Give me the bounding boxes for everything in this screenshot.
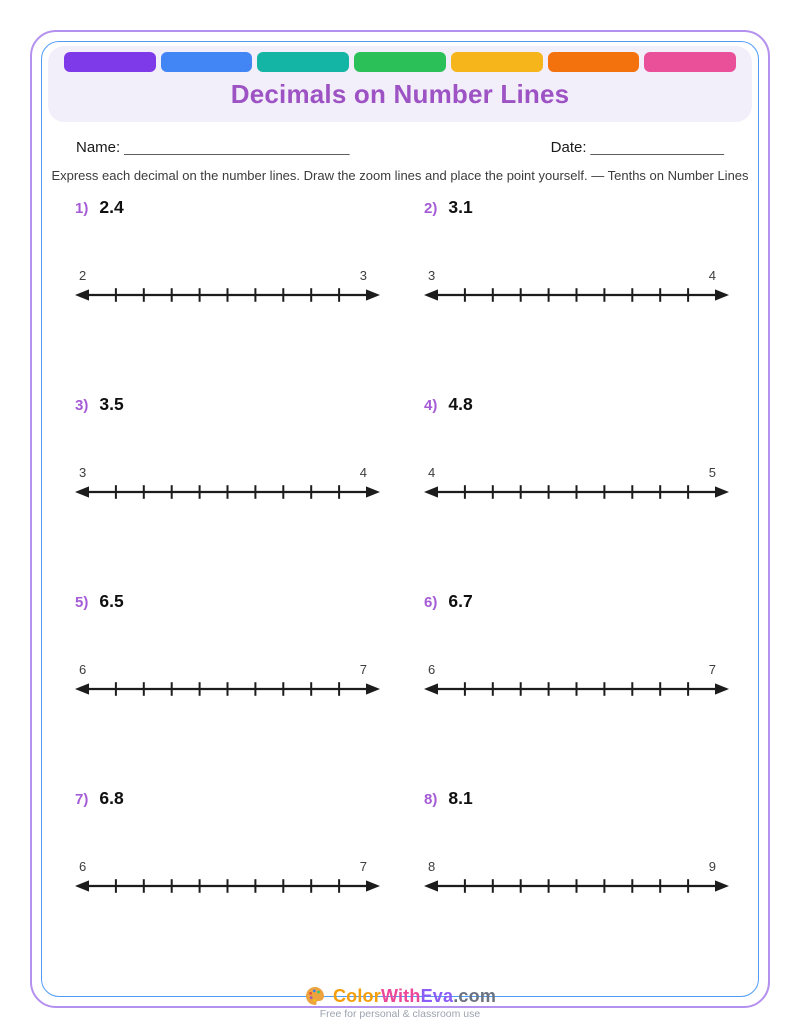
number-line-graphic [75,482,380,502]
problem-header [424,394,729,415]
number-line [424,662,729,699]
number-line-left-label: 4 [428,465,436,480]
problem-number: 7) [75,791,89,808]
color-swatch [257,52,349,72]
name-date-row [42,139,758,156]
problem-decimal-value: 3.1 [448,197,473,217]
left-arrow-icon [75,880,89,891]
color-swatch [161,52,253,72]
problem-number: 5) [75,594,89,611]
number-line-graphic [424,679,729,699]
problem-number: 6) [424,594,438,611]
right-arrow-icon [366,880,380,891]
problem-7 [75,788,380,985]
color-swatch [548,52,640,72]
right-arrow-icon [366,289,380,300]
problem-8 [424,788,729,985]
instructions-text: Express each decimal on the number lines. Draw the zoom lines and place the point yourself. — Tenths on Number Lines [51,168,749,183]
left-arrow-icon [424,880,438,891]
number-line [424,465,729,502]
name-label: Name: [76,139,121,156]
problem-2 [424,197,729,394]
number-line-right-label: 7 [359,662,367,677]
page-outer-border [30,30,770,1020]
number-line [75,859,380,896]
date-blank-line: ________________ [590,139,724,156]
left-arrow-icon [75,289,89,300]
number-line-left-label: 6 [79,662,87,677]
problem-header [75,788,380,809]
color-swatch [644,52,736,72]
problem-1 [75,197,380,394]
problem-decimal-value: 8.1 [448,788,473,808]
number-line [75,465,380,502]
number-line-graphic [75,876,380,896]
color-swatch [354,52,446,72]
right-arrow-icon [715,880,729,891]
left-arrow-icon [424,486,438,497]
number-line-graphic [75,679,380,699]
left-arrow-icon [75,486,89,497]
problem-number: 4) [424,397,438,414]
number-line-left-label: 3 [428,268,436,283]
problem-header [75,394,380,415]
problem-number: 1) [75,200,89,217]
color-swatch [451,52,543,72]
number-line-left-label: 2 [79,268,87,283]
number-line-graphic [424,482,729,502]
problem-decimal-value: 6.8 [99,788,124,808]
name-blank-line: ___________________________ [124,139,350,156]
problem-4 [424,394,729,591]
brand-name: ColorWithEva.com [332,985,497,1006]
right-arrow-icon [715,683,729,694]
number-line [424,859,729,896]
date-label: Date: [550,139,587,156]
problems-grid [42,197,758,985]
problem-header [424,197,729,218]
problem-decimal-value: 4.8 [448,394,473,414]
header-color-bar [64,52,736,72]
problem-header [424,591,729,612]
title-band [48,46,752,122]
problem-number: 2) [424,200,438,217]
number-line [424,268,729,305]
page-inner-border [41,41,759,1020]
number-line-left-label: 3 [79,465,87,480]
number-line-right-label: 3 [359,268,367,283]
problem-decimal-value: 2.4 [99,197,124,217]
problem-decimal-value: 3.5 [99,394,124,414]
problem-5 [75,591,380,788]
right-arrow-icon [715,486,729,497]
right-arrow-icon [366,486,380,497]
name-field [76,139,349,156]
number-line-right-label: 7 [359,859,367,874]
number-line-graphic [424,285,729,305]
number-line-right-label: 5 [708,465,716,480]
number-line-left-label: 8 [428,859,436,874]
number-line-left-label: 6 [428,662,436,677]
problem-3 [75,394,380,591]
number-line-right-label: 4 [359,465,367,480]
left-arrow-icon [424,683,438,694]
date-field [551,139,724,156]
problem-number: 8) [424,791,438,808]
footer-tagline: Free for personal & classroom use [319,1008,481,1020]
problem-header [75,591,380,612]
page-title: Decimals on Number Lines [230,79,570,109]
right-arrow-icon [715,289,729,300]
problem-header [75,197,380,218]
number-line-right-label: 7 [708,662,716,677]
number-line-graphic [424,876,729,896]
footer [42,985,758,1032]
number-line [75,662,380,699]
palette-icon [304,985,326,1007]
right-arrow-icon [366,683,380,694]
problem-6 [424,591,729,788]
number-line-right-label: 9 [708,859,716,874]
number-line [75,268,380,305]
number-line-graphic [75,285,380,305]
number-line-left-label: 6 [79,859,87,874]
left-arrow-icon [424,289,438,300]
number-line-right-label: 4 [708,268,716,283]
problem-number: 3) [75,397,89,414]
color-swatch [64,52,156,72]
problem-decimal-value: 6.5 [99,591,124,611]
left-arrow-icon [75,683,89,694]
problem-decimal-value: 6.7 [448,591,473,611]
problem-header [424,788,729,809]
